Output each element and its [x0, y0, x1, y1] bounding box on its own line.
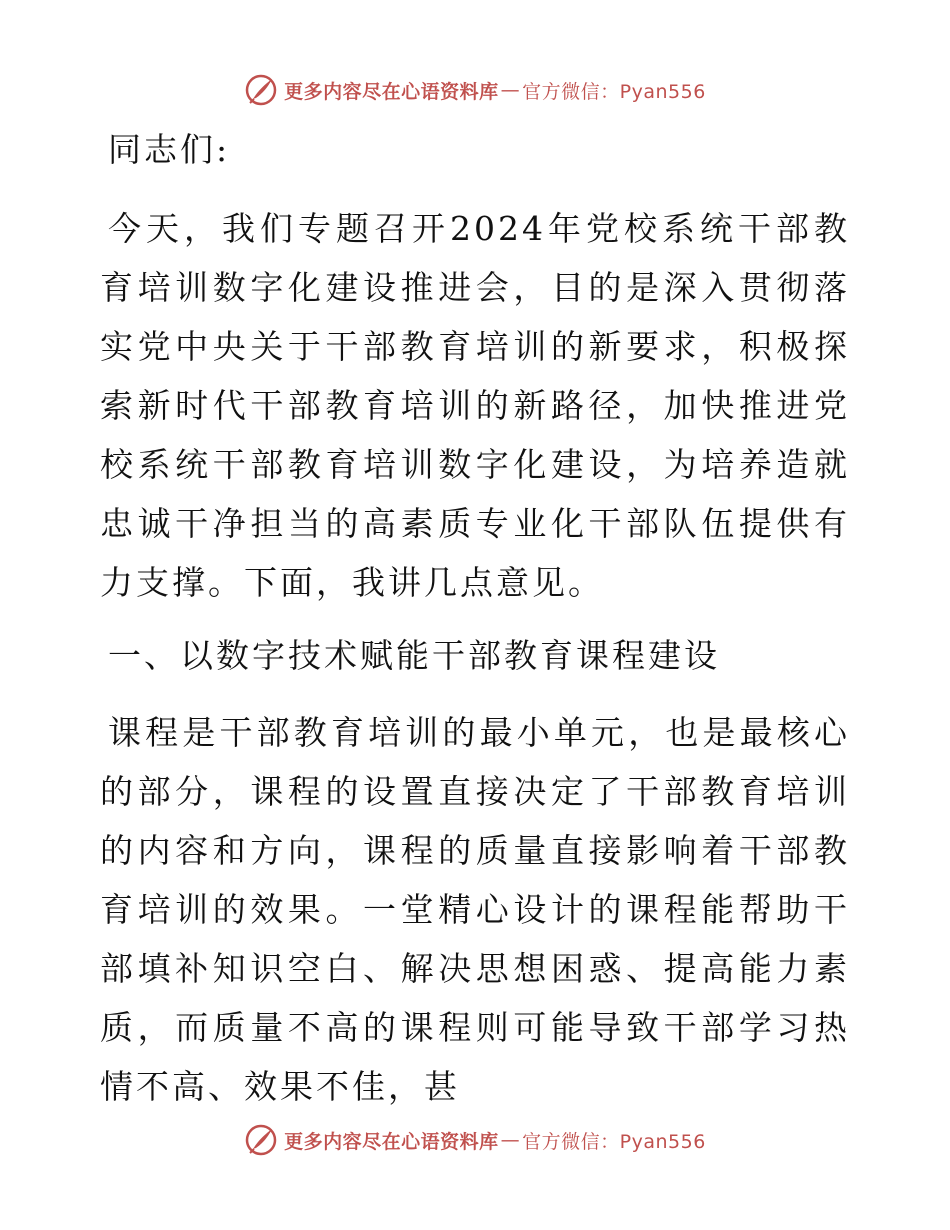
paragraph-course: 课程是干部教育培训的最小单元，也是最核心的部分，课程的设置直接决定了干部教育培训的内容和方向，课程的质量直接影响着干部教育培训的效果。一堂精心设计的课程能帮助干部填补知识空白、解决思想困惑、提高能力素质，而质量不高的课程则可能导致干部学习热情不高、效果不佳，甚 [100, 713, 850, 1106]
footer-watermark [0, 1120, 950, 1160]
watermark-main-text: 更多内容尽在心语资料库 [284, 1130, 499, 1153]
document-body [100, 120, 850, 1130]
header-watermark [0, 70, 950, 110]
quill-logo-icon [244, 73, 278, 107]
watermark-dash: — [500, 1129, 521, 1151]
watermark-main-text: 更多内容尽在心语资料库 [284, 80, 499, 103]
greeting: 同志们: [108, 130, 231, 169]
watermark-dash: — [500, 79, 521, 101]
watermark-wechat-text: 官方微信：Pyan556 [522, 80, 706, 103]
paragraph-intro: 今天，我们专题召开2024年党校系统干部教育培训数字化建设推进会，目的是深入贯彻落实党中央关于干部教育培训的新要求，积极探索新时代干部教育培训的新路径，加快推进党校系统干部教育培训数字化建设，为培养造就忠诚干净担当的高素质专业化干部队伍提供有力支撑。下面，我讲几点意见。 [100, 209, 850, 602]
watermark-wechat-text: 官方微信：Pyan556 [522, 1130, 706, 1153]
section-heading-1: 一、以数字技术赋能干部教育课程建设 [108, 636, 720, 675]
quill-logo-icon [244, 1123, 278, 1157]
